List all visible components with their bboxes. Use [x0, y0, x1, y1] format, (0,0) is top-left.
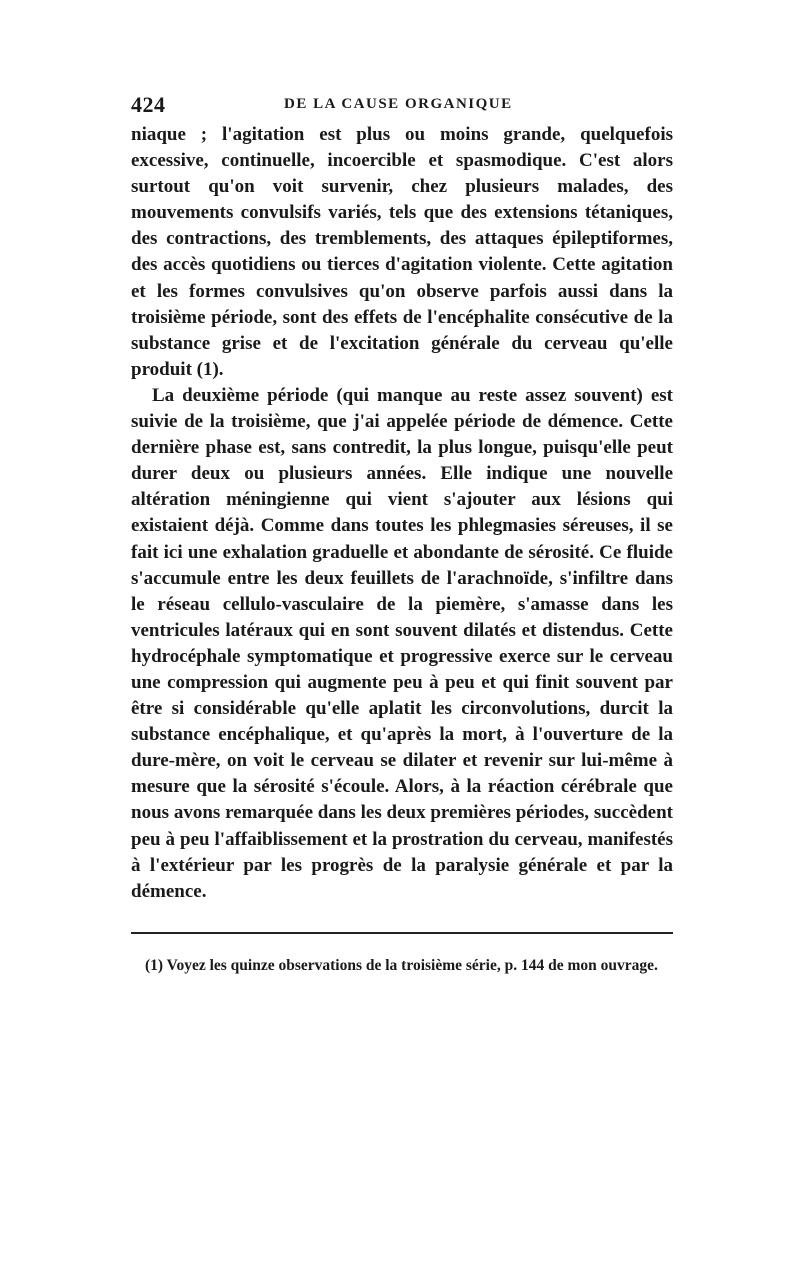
- body-paragraph-2: La deuxième période (qui manque au reste assez souvent) est suivie de la troisième, que j'ai appelée période de démence. Cette dernière phase est, sans contredit, la plus longue, puisqu'elle peut durer deux ou plusieurs années. Elle indique une nouvelle altération méningienne qui vient s'ajouter aux lésions qui existaient déjà. Comme dans toutes les phlegmasies séreuses, il se fait ici une exhalation graduelle et abondante de sérosité. Ce fluide s'accumule entre les deux feuillets de l'arachnoïde, s'infiltre dans le réseau cellulo-vasculaire de la piemère, s'amasse dans les ventricules latéraux qui en sont souvent dilatés et distendus. Cette hydrocéphale symptomatique et progressive exerce sur le cerveau une compression qui augmente peu à peu et qui finit souvent par être si considérable qu'elle aplatit les circonvolutions, durcit la substance encéphalique, et qu'après la mort, à l'ouverture de la dure-mère, on voit le cerveau se dilater et revenir sur lui-même à mesure que la sérosité s'écoule. Alors, à la réaction cérébrale que nous avons remarquée dans les deux premières périodes, succèdent peu à peu l'affaiblissement et la prostration du cerveau, manifestés à l'extérieur par les progrès de la paralysie générale et par la démence.: [131, 384, 673, 902]
- running-title: DE LA CAUSE ORGANIQUE: [284, 96, 513, 112]
- footnote-separator: [131, 932, 673, 934]
- footnote-text: Voyez les quinze observations de la troisième série, p. 144 de mon ouvrage.: [163, 956, 658, 974]
- footnote: [131, 955, 673, 977]
- book-page: [131, 92, 673, 977]
- page-header: [131, 92, 673, 118]
- body-paragraph-1: niaque ; l'agitation est plus ou moins grande, quelquefois excessive, continuelle, incoercible et spasmodique. C'est alors surtout qu'on voit survenir, chez plusieurs malades, des mouvements convulsifs variés, tels que des extensions tétaniques, des contractions, des tremblements, des attaques épileptiformes, des accès quotidiens ou tierces d'agitation violente. Cette agitation et les formes convulsives qu'on observe parfois aussi dans la troisième période, sont des effets de l'encéphalite consécutive de la substance grise et de l'excitation générale du cerveau qu'elle produit (1).: [131, 124, 673, 380]
- footnote-marker: (1): [145, 956, 164, 974]
- page-number: 424: [131, 92, 166, 117]
